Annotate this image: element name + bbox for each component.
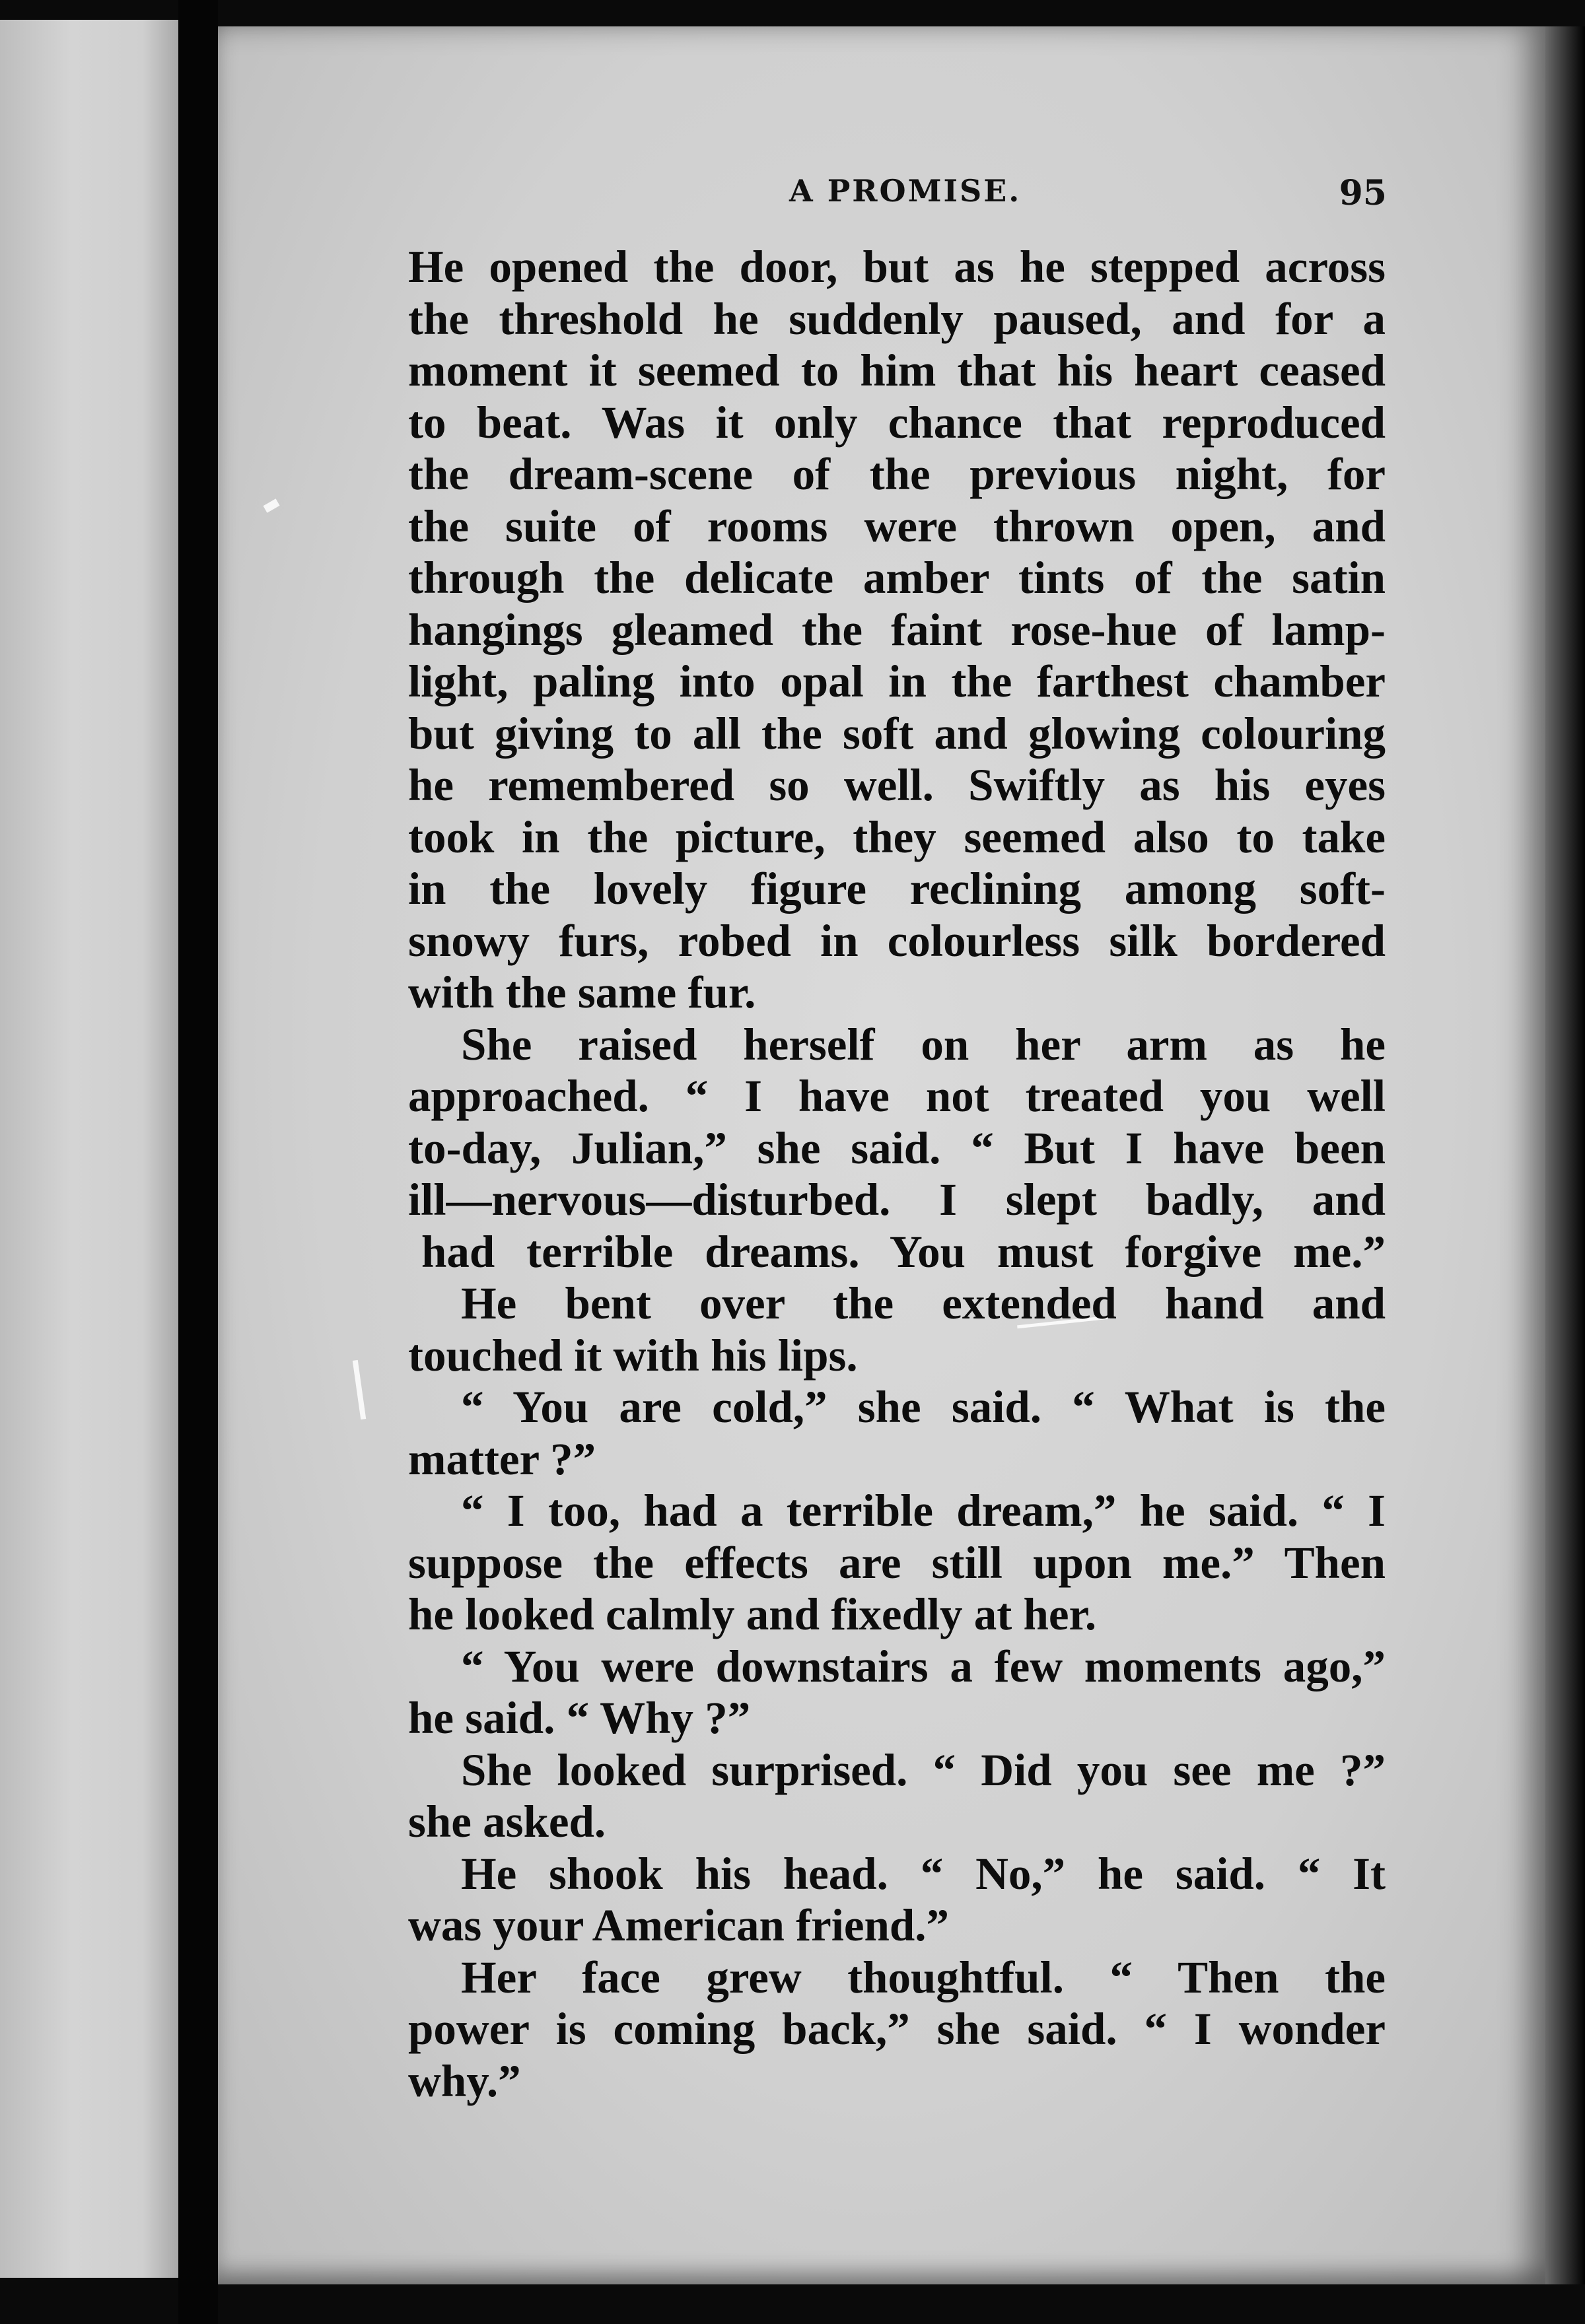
book-gutter <box>178 0 218 2324</box>
text-line: through the delicate amber tints of the satin <box>408 553 1386 603</box>
text-line: Her face grew thoughtful. “ Then the <box>461 1952 1386 2002</box>
text-line: was your American friend.” <box>408 1900 950 1950</box>
text-line: “ You were downstairs a few moments ago,” <box>461 1641 1386 1692</box>
text-line: touched it with his lips. <box>408 1330 858 1381</box>
text-line: to-day, Julian,” she said. “ But I have been <box>408 1122 1386 1173</box>
text-line: he remembered so well. Swiftly as his eyes <box>408 760 1386 810</box>
text-line: moment it seemed to him that his heart ceased <box>408 345 1386 395</box>
text-line: He shook his head. “ No,” he said. “ It <box>461 1848 1386 1899</box>
running-head <box>409 173 1387 226</box>
text-line: suppose the effects are still upon me.” Then <box>408 1537 1386 1588</box>
text-line: she asked. <box>408 1796 606 1847</box>
text-line: ill—nervous—disturbed. I slept badly, and <box>408 1175 1386 1225</box>
text-line: the threshold he suddenly paused, and for a <box>408 293 1386 344</box>
text-line: “ I too, had a terrible dream,” he said. “ I <box>461 1486 1386 1536</box>
body-text <box>408 241 1386 2107</box>
page-edge-shadow <box>1545 26 1585 2284</box>
text-line: approached. “ I have not treated you well <box>408 1071 1386 1121</box>
text-line: He bent over the extended hand and <box>461 1278 1386 1328</box>
text-line: snowy furs, robed in colourless silk bordered <box>408 915 1386 966</box>
text-line: took in the picture, they seemed also to take <box>408 811 1386 862</box>
text-line: but giving to all the soft and glowing colouring <box>408 708 1386 759</box>
text-line: He opened the door, but as he stepped across <box>408 242 1386 292</box>
text-line: why.” <box>408 2055 521 2106</box>
running-title: A PROMISE. <box>789 173 1022 209</box>
page-number: 95 <box>1339 173 1387 213</box>
text-line: She raised herself on her arm as he <box>461 1019 1386 1070</box>
text-line: he said. “ Why ?” <box>408 1693 751 1743</box>
text-line: hangings gleamed the faint rose-hue of lamp- <box>408 604 1386 655</box>
text-line: he looked calmly and fixedly at her. <box>408 1589 1097 1639</box>
text-line: had terrible dreams. You must forgive me.” <box>421 1226 1386 1277</box>
text-line: “ You are cold,” she said. “ What is the <box>461 1382 1386 1432</box>
text-line: in the lovely figure reclining among soft- <box>408 864 1386 914</box>
facing-page-edge <box>0 20 178 2278</box>
text-line: the dream-scene of the previous night, for <box>408 449 1386 499</box>
text-line: matter ?” <box>408 1433 596 1484</box>
text-line: light, paling into opal in the farthest chamber <box>408 656 1386 706</box>
text-line: power is coming back,” she said. “ I wonder <box>408 2004 1386 2054</box>
text-line: to beat. Was it only chance that reproduced <box>408 397 1386 448</box>
text-line: the suite of rooms were thrown open, and <box>408 500 1386 551</box>
text-line: She looked surprised. “ Did you see me ?” <box>461 1744 1386 1795</box>
text-line: with the same fur. <box>408 967 756 1017</box>
